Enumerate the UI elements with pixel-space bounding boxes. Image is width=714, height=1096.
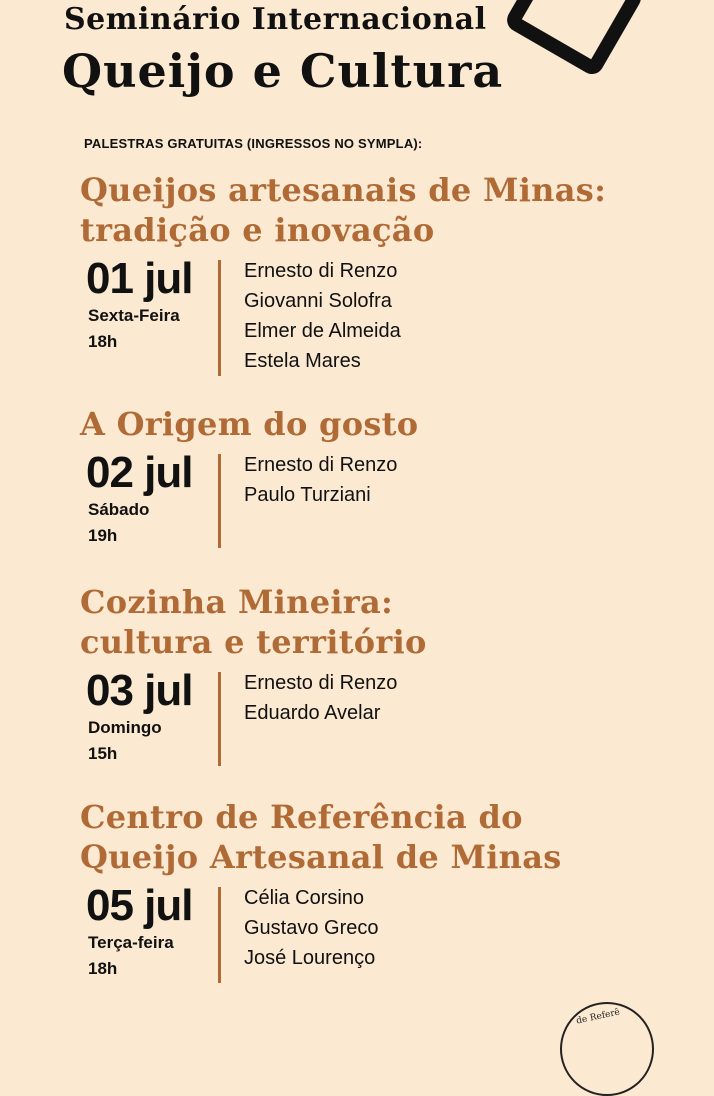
event-1 <box>80 170 680 384</box>
event-title-line: Centro de Referência do <box>80 798 523 836</box>
event-title-line: tradição e inovação <box>80 211 435 249</box>
event-title-line: Cozinha Mineira: <box>80 583 394 621</box>
event-title <box>80 404 680 444</box>
event-details <box>80 668 680 778</box>
speaker-name: José Lourenço <box>244 947 376 969</box>
event-details <box>80 256 680 384</box>
corner-logo-shape <box>503 0 646 78</box>
event-3 <box>80 582 680 778</box>
event-title <box>80 582 680 662</box>
speaker-name: Giovanni Solofra <box>244 290 392 312</box>
event-weekday: Sexta-Feira <box>88 306 180 325</box>
event-divider <box>218 672 221 766</box>
event-weekday: Domingo <box>88 718 162 737</box>
free-lectures-notice: PALESTRAS GRATUITAS (INGRESSOS NO SYMPLA): <box>84 136 423 151</box>
event-title-line: Queijo Artesanal de Minas <box>80 838 562 876</box>
speaker-name: Gustavo Greco <box>244 917 379 939</box>
event-time: 15h <box>88 744 118 763</box>
seal-text: de Referê <box>575 1007 621 1027</box>
speaker-name: Célia Corsino <box>244 887 365 909</box>
speaker-name: Ernesto di Renzo <box>244 672 398 694</box>
event-time: 18h <box>88 959 118 978</box>
speaker-name: Ernesto di Renzo <box>244 260 398 282</box>
event-weekday: Sábado <box>88 500 150 519</box>
seminar-title: Queijo e Cultura <box>62 44 504 98</box>
event-title-line: cultura e território <box>80 623 427 661</box>
event-divider <box>218 454 221 548</box>
speaker-list <box>244 256 401 376</box>
event-divider <box>218 260 221 376</box>
event-title-line: A Origem do gosto <box>80 405 419 443</box>
event-time: 18h <box>88 332 118 351</box>
event-divider <box>218 887 221 983</box>
event-weekday: Terça-feira <box>88 933 174 952</box>
speaker-list <box>244 668 397 728</box>
event-time: 19h <box>88 526 118 545</box>
speaker-name: Ernesto di Renzo <box>244 454 398 476</box>
event-title <box>80 170 680 250</box>
event-date: 03 jul <box>86 666 193 715</box>
event-date: 01 jul <box>86 254 193 303</box>
event-title <box>80 797 680 877</box>
event-4 <box>80 797 680 993</box>
speaker-list <box>244 883 379 973</box>
event-details <box>80 883 680 993</box>
speaker-name: Paulo Turziani <box>244 484 371 506</box>
speaker-name: Estela Mares <box>244 350 361 372</box>
event-date: 05 jul <box>86 881 193 930</box>
speaker-list <box>244 450 397 510</box>
speaker-name: Elmer de Almeida <box>244 320 401 342</box>
event-date: 02 jul <box>86 448 193 497</box>
seminar-subtitle: Seminário Internacional <box>64 2 487 37</box>
event-details <box>80 450 680 560</box>
event-2 <box>80 404 680 560</box>
event-title-line: Queijos artesanais de Minas: <box>80 171 607 209</box>
speaker-name: Eduardo Avelar <box>244 702 381 724</box>
